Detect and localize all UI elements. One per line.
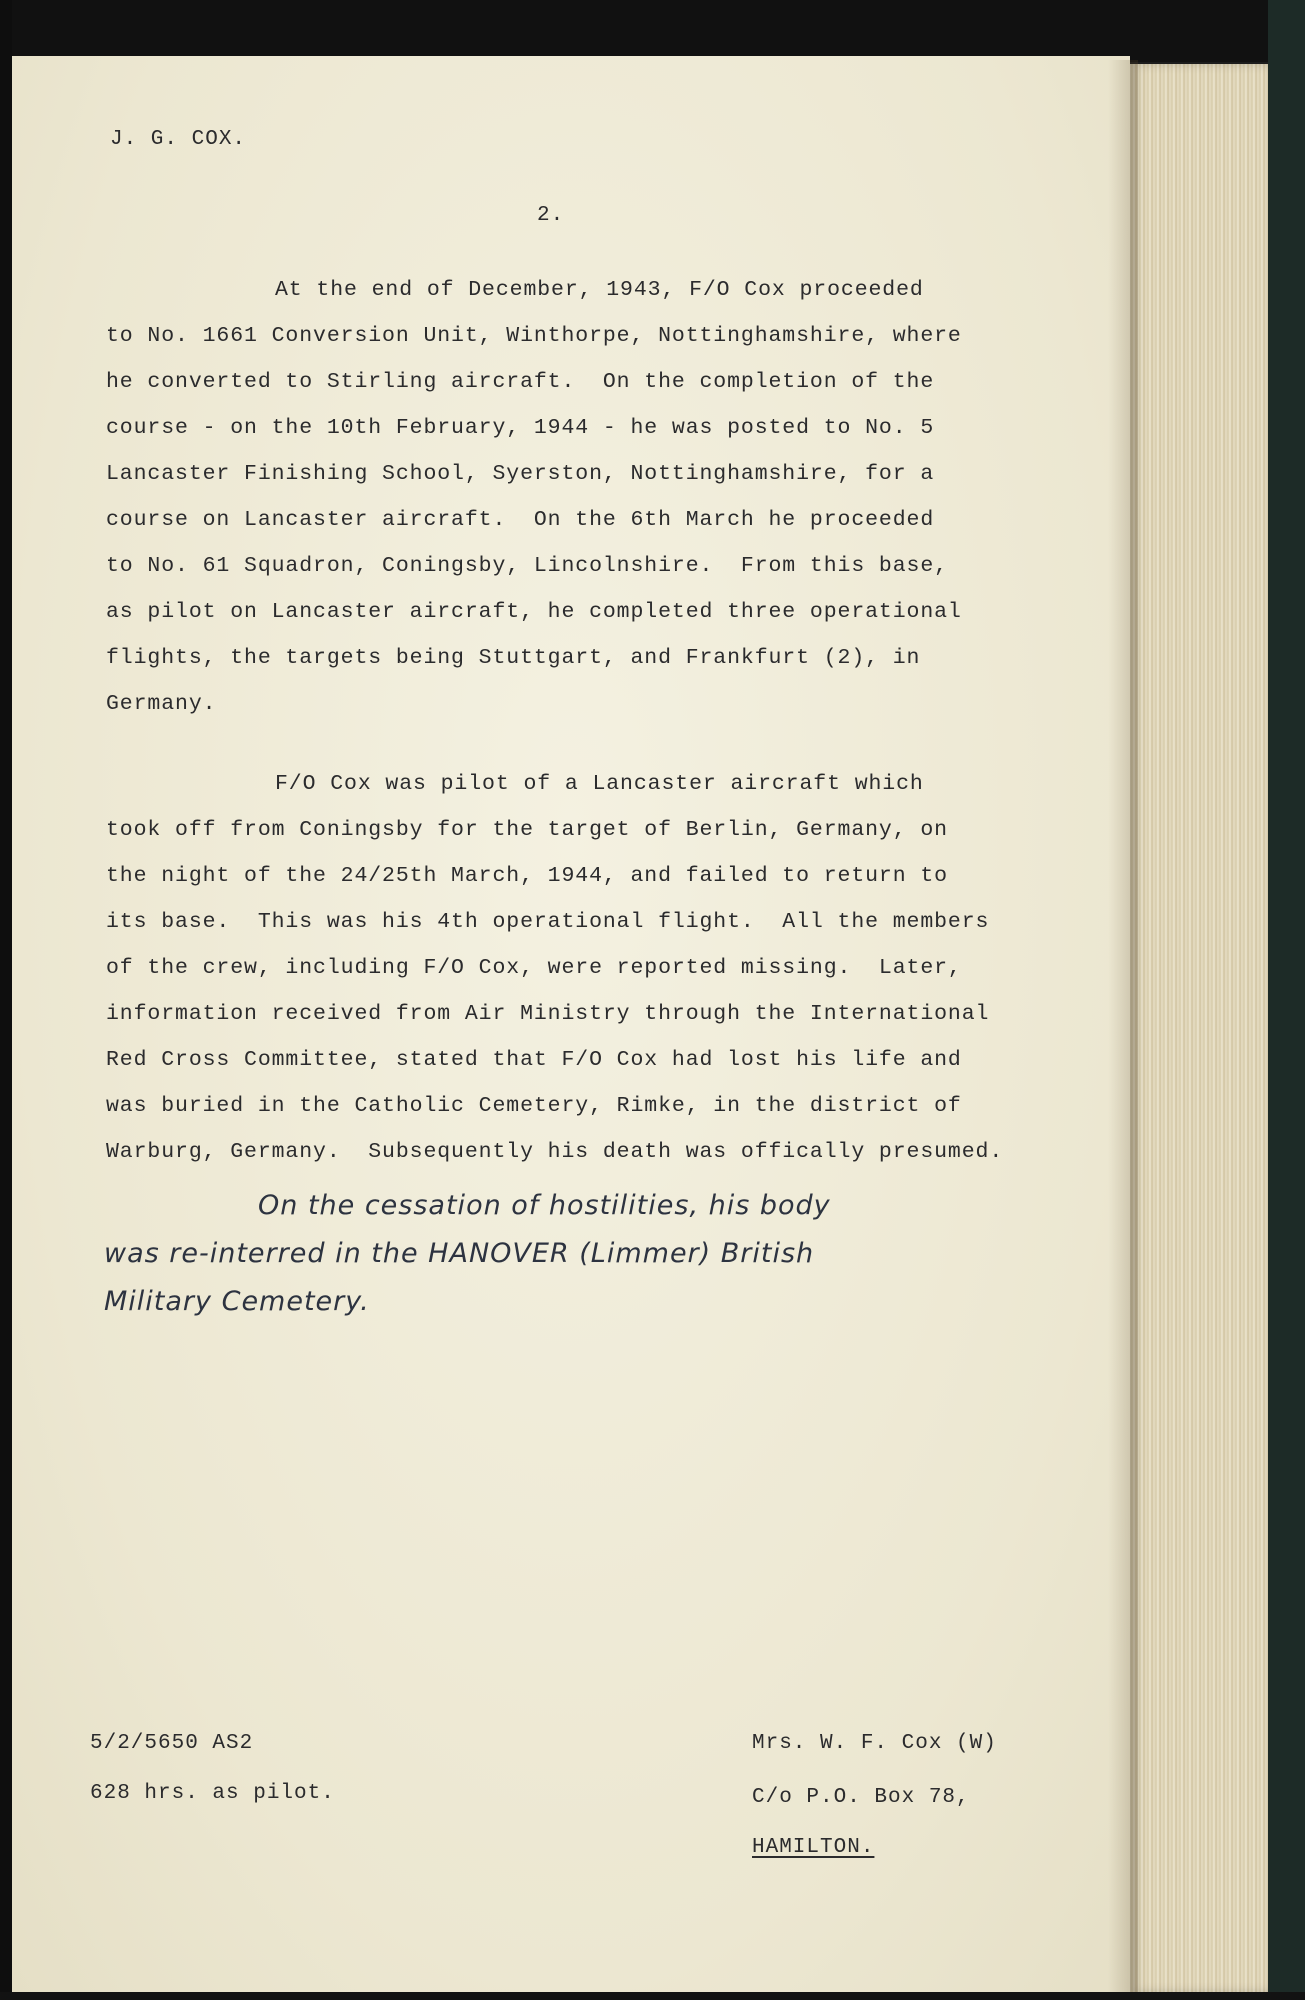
text-line: Red Cross Committee, stated that F/O Cox had lost his life and bbox=[106, 1048, 962, 1072]
book-cover-bottom bbox=[0, 1992, 1305, 2000]
text-line: course - on the 10th February, 1944 - he was posted to No. 5 bbox=[106, 416, 935, 440]
text-line: course on Lancaster aircraft. On the 6th March he proceeded bbox=[106, 508, 935, 532]
text-line: took off from Coningsby for the target of Berlin, Germany, on bbox=[106, 818, 948, 842]
page-number: 2. bbox=[537, 204, 565, 227]
text-line: F/O Cox was pilot of a Lancaster aircraft which bbox=[275, 772, 924, 796]
gutter-shadow bbox=[1108, 60, 1138, 1992]
text-line: the night of the 24/25th March, 1944, and failed to return to bbox=[106, 864, 948, 888]
text-line: Warburg, Germany. Subsequently his death was offically presumed. bbox=[106, 1140, 1004, 1164]
text-line: Germany. bbox=[106, 692, 217, 716]
handwritten-line: Military Cemetery. bbox=[104, 1286, 370, 1317]
text-line: At the end of December, 1943, F/O Cox proceeded bbox=[275, 278, 924, 302]
text-line: to No. 61 Squadron, Coningsby, Lincolnshire. From this base, bbox=[106, 554, 948, 578]
file-reference: 5/2/5650 AS2 bbox=[90, 1732, 254, 1755]
record-name: J. G. COX. bbox=[110, 128, 247, 151]
text-line: Lancaster Finishing School, Syerston, Nottinghamshire, for a bbox=[106, 462, 935, 486]
text-line: its base. This was his 4th operational flight. All the members bbox=[106, 910, 990, 934]
address-town: HAMILTON. bbox=[752, 1836, 875, 1859]
book-cover-left bbox=[0, 0, 12, 2000]
handwritten-line: was re-interred in the HANOVER (Limmer) British bbox=[104, 1238, 815, 1269]
book-cover-top bbox=[0, 0, 1305, 62]
text-line: was buried in the Catholic Cemetery, Rimke, in the district of bbox=[106, 1094, 962, 1118]
text-line: to No. 1661 Conversion Unit, Winthorpe, Nottinghamshire, where bbox=[106, 324, 962, 348]
text-line: of the crew, including F/O Cox, were reported missing. Later, bbox=[106, 956, 962, 980]
page-edges bbox=[1130, 64, 1268, 1992]
text-line: flights, the targets being Stuttgart, and Frankfurt (2), in bbox=[106, 646, 921, 670]
document-page bbox=[12, 56, 1130, 1992]
book-cover-right bbox=[1268, 0, 1305, 2000]
text-line: he converted to Stirling aircraft. On the completion of the bbox=[106, 370, 935, 394]
text-line: as pilot on Lancaster aircraft, he completed three operational bbox=[106, 600, 962, 624]
text-line: information received from Air Ministry through the International bbox=[106, 1002, 990, 1026]
next-of-kin: Mrs. W. F. Cox (W) bbox=[752, 1732, 997, 1755]
address-line: C/o P.O. Box 78, bbox=[752, 1786, 970, 1809]
handwritten-line: On the cessation of hostilities, his body bbox=[258, 1190, 831, 1221]
flying-hours: 628 hrs. as pilot. bbox=[90, 1782, 335, 1805]
